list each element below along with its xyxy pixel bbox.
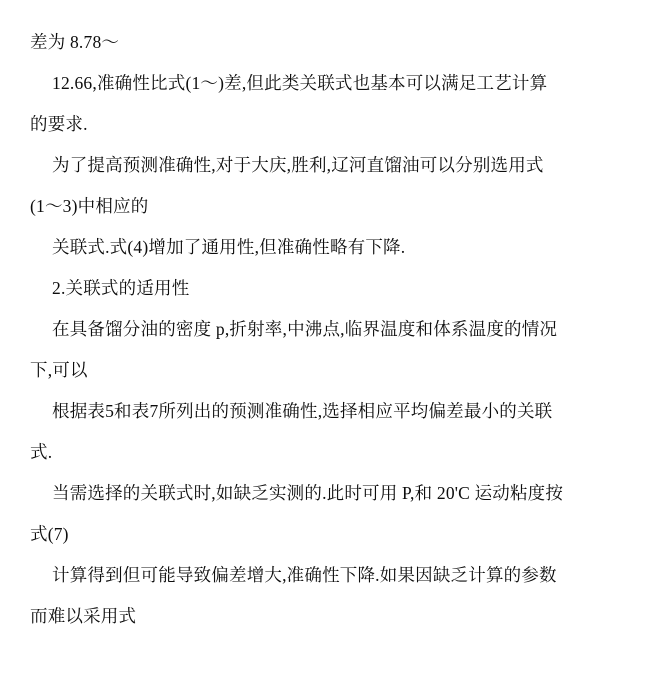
paragraph-line: 而难以采用式	[30, 606, 137, 626]
paragraph-line: 在具备馏分油的密度 p,折射率,中沸点,临界温度和体系温度的情况	[52, 319, 558, 339]
paragraph-line: 2.关联式的适用性	[52, 278, 190, 298]
paragraph-line: 12.66,准确性比式(1～)差,但此类关联式也基本可以满足工艺计算	[52, 73, 548, 93]
paragraph-line: 的要求.	[30, 114, 88, 134]
paragraph-line: 下,可以	[30, 360, 88, 380]
paragraph-line: 式(7)	[30, 524, 69, 544]
paragraph-line: 式.	[30, 442, 53, 462]
paragraph-line: (1～3)中相应的	[30, 196, 149, 216]
paragraph-line: 为了提高预测准确性,对于大庆,胜利,辽河直馏油可以分别选用式	[52, 155, 544, 175]
paragraph-line: 计算得到但可能导致偏差增大,准确性下降.如果因缺乏计算的参数	[52, 565, 557, 585]
paragraph-line: 关联式.式(4)增加了通用性,但准确性略有下降.	[52, 237, 406, 257]
paragraph-line: 根据表5和表7所列出的预测准确性,选择相应平均偏差最小的关联	[52, 401, 553, 421]
paragraph-line: 差为 8.78～	[30, 32, 120, 52]
paragraph-line: 当需选择的关联式时,如缺乏实测的.此时可用 P,和 20'C 运动粘度按	[52, 483, 564, 503]
